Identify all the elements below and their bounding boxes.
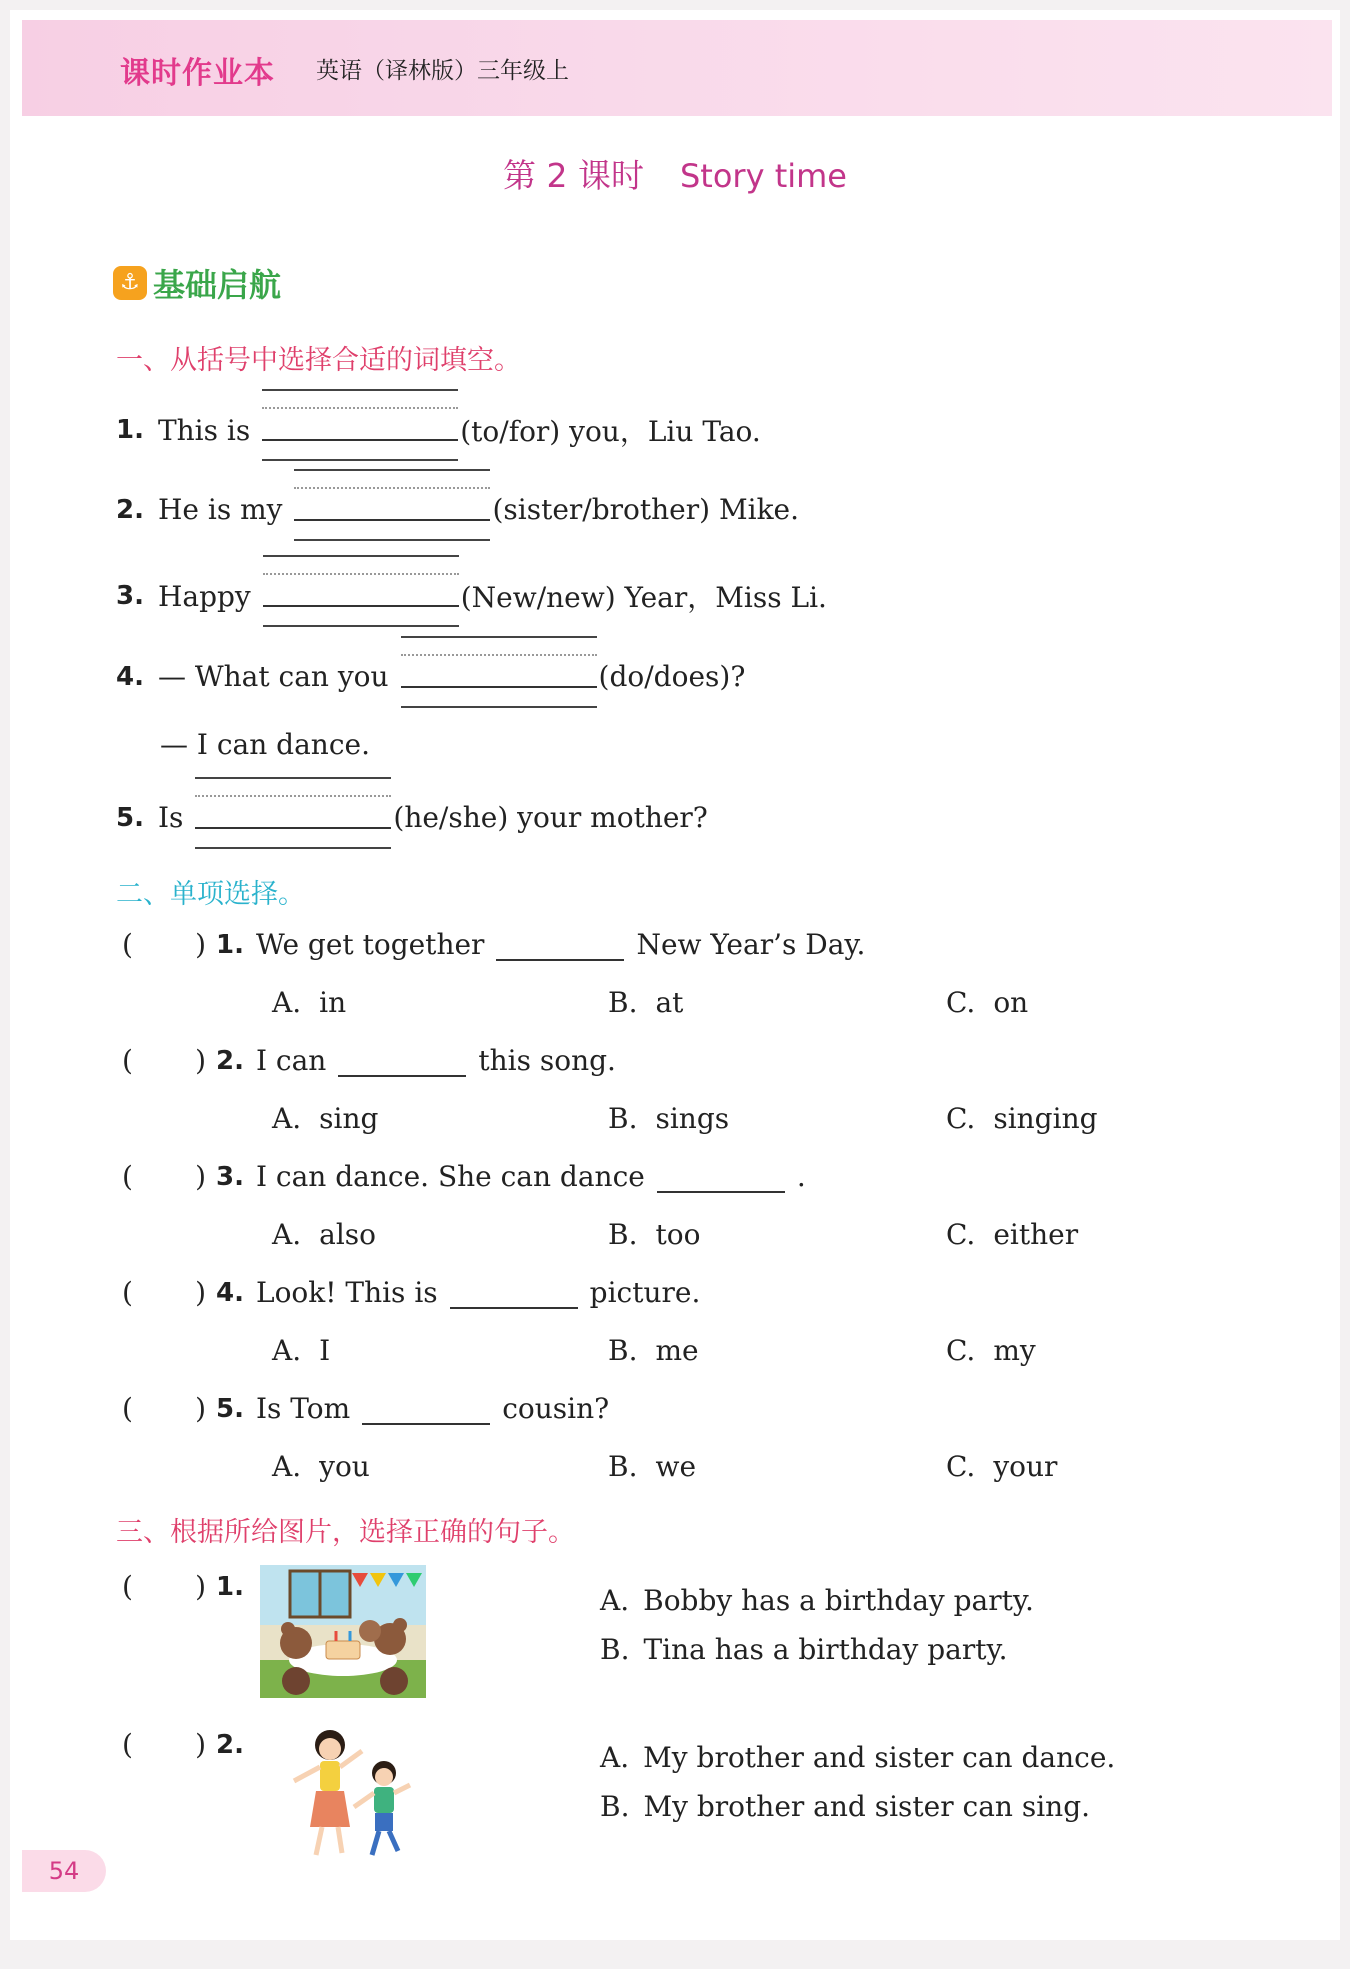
question-text-after: picture.	[589, 1276, 701, 1309]
question-number: 5.	[216, 1393, 244, 1424]
option-a[interactable]: A. you	[272, 1450, 370, 1483]
answer-parentheses[interactable]: ( )	[122, 1044, 206, 1077]
option-a[interactable]: A. in	[272, 986, 347, 1019]
option-b[interactable]: B. sings	[608, 1102, 730, 1135]
question-text-before: — What can you	[157, 660, 389, 693]
question-number: 4.	[116, 661, 144, 692]
question-text-before: I can dance. She can dance	[255, 1160, 645, 1193]
answer-blank[interactable]	[263, 605, 459, 607]
part3-heading: 三、根据所给图片，选择正确的句子。	[116, 1517, 575, 1548]
choice-question-2	[122, 1044, 616, 1077]
answer-blank[interactable]	[294, 519, 490, 521]
answer-parentheses[interactable]: ( )	[122, 1728, 206, 1761]
answer-parentheses[interactable]: ( )	[122, 928, 206, 961]
question-text-after: (he/she) your mother?	[393, 801, 708, 834]
subject-label: 英语（译林版）三年级上	[316, 58, 569, 84]
part2-heading: 二、单项选择。	[116, 879, 305, 910]
option-a[interactable]: A. I	[272, 1334, 331, 1367]
option-b[interactable]: B. too	[608, 1218, 701, 1251]
question-text-before: Is Tom	[255, 1392, 351, 1425]
option-c[interactable]: C. your	[946, 1450, 1058, 1483]
question-text-after: this song.	[478, 1044, 616, 1077]
option-c[interactable]: C. either	[946, 1218, 1079, 1251]
fill-question-4	[116, 660, 745, 693]
question-number: 2.	[216, 1729, 244, 1760]
question-number: 1.	[116, 415, 144, 445]
picture-question-1	[122, 1570, 258, 1603]
lesson-title-cn: 第 2 课时	[503, 156, 644, 195]
question-text-after: (do/does)?	[598, 660, 746, 693]
page-number: 54	[22, 1850, 106, 1892]
question-text-after: (sister/brother) Mike.	[492, 493, 800, 526]
question-text-before: He is my	[157, 493, 283, 526]
blank-line	[450, 1277, 578, 1309]
fill-question-5	[116, 801, 708, 834]
question-number: 1.	[216, 1571, 244, 1602]
choice-question-4	[122, 1276, 700, 1309]
answer-blank[interactable]	[401, 686, 597, 688]
fill-question-1	[116, 410, 761, 450]
question-number: 1.	[216, 929, 244, 960]
option-a[interactable]: A. My brother and sister can dance.	[600, 1741, 1116, 1774]
lesson-title-en: Story time	[679, 157, 847, 195]
fill-question-2	[116, 493, 799, 526]
part1-heading: 一、从括号中选择合适的词填空。	[116, 345, 521, 376]
answer-parentheses[interactable]: ( )	[122, 1392, 206, 1425]
birthday-party-picture	[260, 1565, 426, 1698]
picture-question-2-options	[600, 1741, 1115, 1839]
workbook-page	[10, 10, 1340, 1940]
blank-line	[362, 1393, 490, 1425]
dialogue-reply: — I can dance.	[160, 728, 370, 761]
question-text-before: This is	[157, 413, 251, 447]
question-text-after: (New/new) Year，Miss Li.	[460, 581, 827, 614]
question-number: 4.	[216, 1277, 244, 1308]
option-b[interactable]: B. My brother and sister can sing.	[600, 1790, 1091, 1823]
option-c[interactable]: C. singing	[946, 1102, 1098, 1135]
picture-question-1-options	[600, 1584, 1034, 1682]
section-badge	[113, 260, 281, 306]
question-text-after: cousin?	[502, 1392, 610, 1425]
option-b[interactable]: B. at	[608, 986, 684, 1019]
option-a[interactable]: A. also	[272, 1218, 376, 1251]
option-c[interactable]: C. on	[946, 986, 1029, 1019]
option-a[interactable]: A. sing	[272, 1102, 379, 1135]
choice-question-3	[122, 1160, 806, 1193]
question-number: 2.	[116, 494, 144, 525]
answer-parentheses[interactable]: ( )	[122, 1160, 206, 1193]
dancing-children-picture	[280, 1723, 430, 1865]
option-b[interactable]: B. Tina has a birthday party.	[600, 1633, 1008, 1666]
question-number: 3.	[116, 581, 144, 611]
anchor-icon: ⚓	[113, 266, 147, 300]
option-b[interactable]: B. me	[608, 1334, 699, 1367]
question-text-after: .	[796, 1160, 806, 1193]
option-c[interactable]: C. my	[946, 1334, 1036, 1367]
fill-question-3	[116, 576, 827, 616]
question-text-after: New Year’s Day.	[636, 928, 866, 961]
choice-question-5	[122, 1392, 609, 1425]
lesson-title	[10, 150, 1340, 197]
question-text-before: Is	[157, 801, 184, 834]
question-text-before: I can	[255, 1044, 327, 1077]
answer-parentheses[interactable]: ( )	[122, 1276, 206, 1309]
picture-question-2	[122, 1728, 258, 1761]
section-title: 基础启航	[153, 266, 282, 304]
question-text-after: (to/for) you，Liu Tao.	[460, 415, 761, 448]
question-number: 5.	[116, 802, 144, 833]
question-text-before: Look! This is	[255, 1276, 438, 1309]
answer-parentheses[interactable]: ( )	[122, 1570, 206, 1603]
question-number: 2.	[216, 1045, 244, 1076]
question-number: 3.	[216, 1161, 244, 1192]
choice-question-1	[122, 928, 865, 961]
question-text-before: We get together	[255, 928, 485, 961]
blank-line	[338, 1045, 466, 1077]
blank-line	[657, 1161, 785, 1193]
question-text-before: Happy	[157, 579, 251, 613]
option-a[interactable]: A. Bobby has a birthday party.	[600, 1584, 1034, 1617]
answer-blank[interactable]	[262, 439, 458, 441]
option-b[interactable]: B. we	[608, 1450, 697, 1483]
blank-line	[496, 929, 624, 961]
answer-blank[interactable]	[195, 827, 391, 829]
brand-title: 课时作业本	[120, 56, 275, 91]
